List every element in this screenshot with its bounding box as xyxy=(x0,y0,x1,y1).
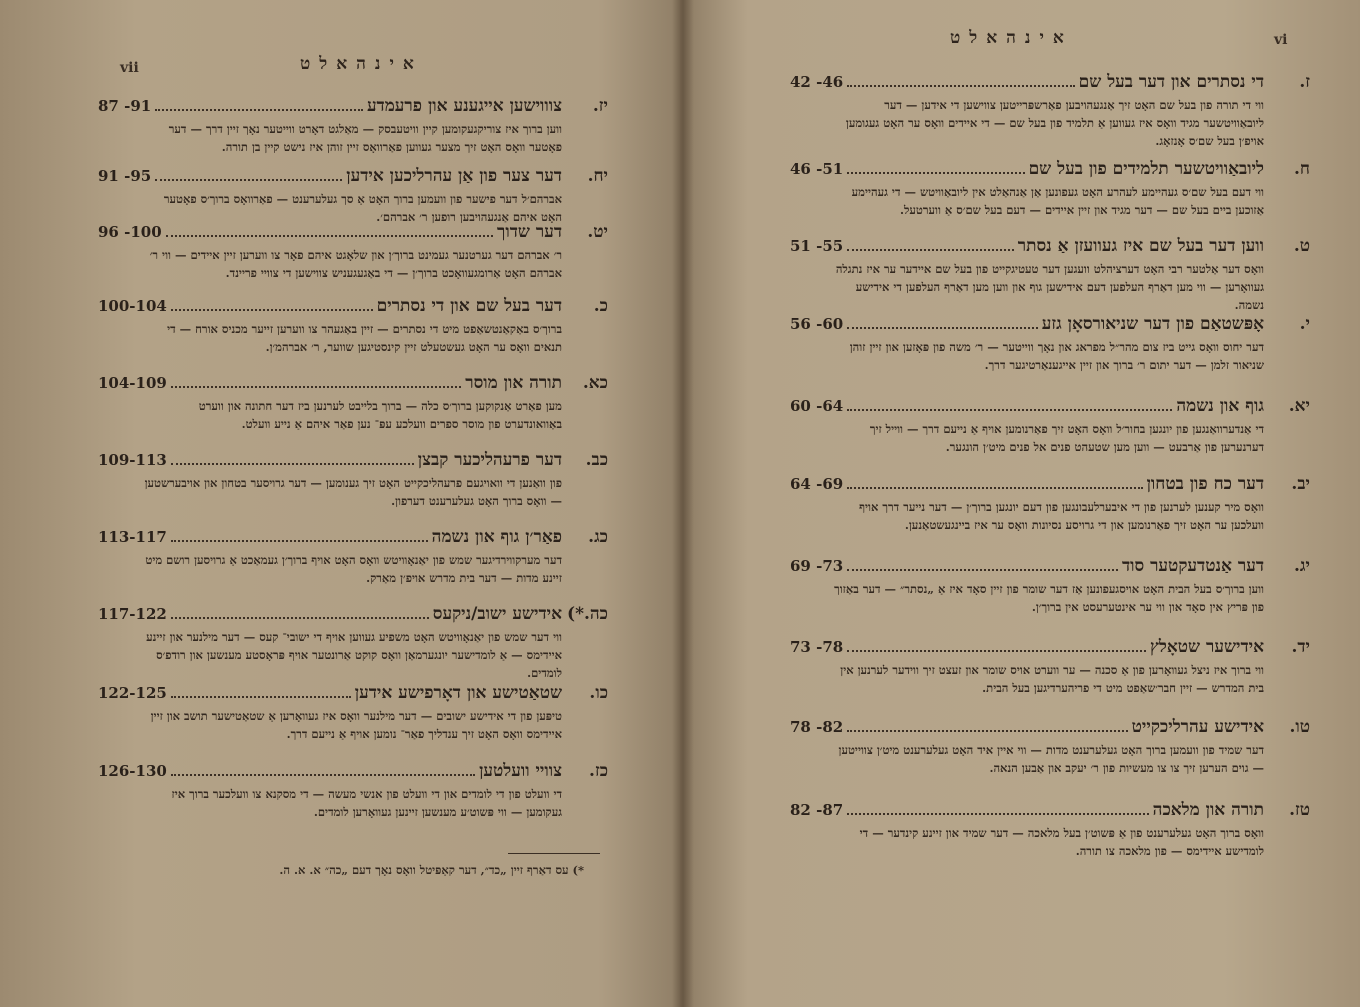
chapter-number: יג. xyxy=(1294,556,1310,576)
page-range: 60 -64 xyxy=(790,397,844,415)
dot-leader xyxy=(847,730,1127,732)
toc-entry-heading xyxy=(98,96,608,120)
page-range: 100-104 xyxy=(98,297,167,315)
dot-leader xyxy=(171,617,429,619)
chapter-summary: ר׳ אברהם דער גערטנער געמינט ברוך׳ן און שלאָגט איהם פאָר צו ווערען זיין איידים — ווי ר׳ אברהם האָט אַרומגעוואָכט ברוך׳ן — די באַגעגעניש צווישען די צוויי פריינד. xyxy=(149,248,562,280)
toc-entry-heading xyxy=(98,222,608,246)
dot-leader xyxy=(171,774,475,776)
toc-entry-heading xyxy=(790,396,1310,420)
page-range: 42 -46 xyxy=(790,73,844,91)
toc-entry xyxy=(98,450,608,510)
chapter-number: כ. xyxy=(593,296,608,316)
chapter-summary: דער מערקווירדיגער שמש פון יאַנאָוויטש וואָס האָט אויף ברוך׳ן געמאַכט אַ גרויסען רושם מיט זיינע מדות — דער בית מדרש אויפ׳ן מאַרק. xyxy=(145,553,562,585)
dot-leader xyxy=(847,409,1172,411)
chapter-summary: פון וואַנען די וואויגעם פרעהליכקייט האָט זיך גענומען — דער גרויסער בטחון און אויבערשטען — וואָס ברוך האָט געלערענט דערפון. xyxy=(144,476,562,508)
chapter-title: ליובאַוויטשער תלמידים פון בעל שם xyxy=(1028,159,1264,179)
chapter-title: תורה און מוסר xyxy=(465,373,562,393)
chapter-number: כב. xyxy=(585,450,608,470)
dot-leader xyxy=(847,813,1148,815)
page-range: 96 -100 xyxy=(98,223,162,241)
toc-entry-heading xyxy=(98,296,608,320)
chapter-summary: דער יחוס וואָס גייט ביז צום מהר״ל מפראג און נאָך ווייטער — ר׳ משה פון פּאָזען און זיין זוהן שניאור זלמן — דער יתום ר׳ ברוך און זיין אייגענאַרטיגער דרך. xyxy=(849,340,1264,372)
footnote: *) עס דאַרף זיין „כד״, דער קאַפּיטל וואָס נאָך דעם „כה״ א. א. ה. xyxy=(279,863,584,877)
toc-entry-heading xyxy=(98,527,608,551)
toc-entry-heading xyxy=(98,373,608,397)
right-folio: vi xyxy=(1274,32,1288,48)
toc-entry xyxy=(790,717,1310,777)
chapter-title: גוף און נשמה xyxy=(1176,396,1264,416)
dot-leader xyxy=(847,569,1118,571)
chapter-summary: ווי ברוך איז ניצל געוואָרען פון אַ סכנה — ער ווערט אויס שומר און זעצט זיך ווידער לערנען אין בית המדרש — זיין חבר׳שאַפט מיט די פריהערדיגען בעל הבית. xyxy=(840,663,1264,695)
chapter-number: יט. xyxy=(587,222,608,242)
dot-leader xyxy=(171,463,414,465)
toc-entry xyxy=(790,474,1310,534)
chapter-number: טו. xyxy=(1289,717,1310,737)
chapter-number: כא. xyxy=(582,373,608,393)
page-range: 78 -82 xyxy=(790,718,844,736)
toc-entry-heading xyxy=(790,637,1310,661)
page-range: 51 -55 xyxy=(790,237,844,255)
chapter-number: יב. xyxy=(1291,474,1310,494)
chapter-summary: דער שמיד פון וועמען ברוך האָט געלערענט מדות — ווי איין איד האָט געלערענט מיט׳ן צווייטען — גוים הערען זיך צו צו מעשיות פון ר׳ יעקב און אַבען הנאה. xyxy=(838,743,1264,775)
page-range: 104-109 xyxy=(98,374,167,392)
toc-entry xyxy=(790,637,1310,697)
toc-entry xyxy=(98,296,608,356)
chapter-number: טז. xyxy=(1289,800,1310,820)
toc-entry-heading xyxy=(790,159,1310,183)
chapter-title: דער בעל שם און די נסתרים xyxy=(376,296,562,316)
dot-leader xyxy=(166,235,493,237)
toc-entry xyxy=(98,166,608,226)
chapter-summary: ווי די תורה פון בעל שם האָט זיך אַנגעהויבען פאַרשפּרייטען צווישען די אידען — דער ליובאַוויטשער מגיד וואָס איז געווען אַ תלמיד פון בעל שם — די איידים וואָס ער האָט געגומען אויפ׳ן בעל שם׳ס אָנזאָג. xyxy=(845,98,1264,148)
toc-entry xyxy=(98,222,608,282)
chapter-number: י. xyxy=(1299,314,1310,334)
chapter-title: די נסתרים און דער בעל שם xyxy=(1078,72,1264,92)
chapter-title: דער פרעהליכער קבצן xyxy=(417,450,562,470)
page-range: 64 -69 xyxy=(790,475,844,493)
toc-entry xyxy=(98,96,608,156)
toc-entry-heading xyxy=(790,556,1310,580)
page-range: 126-130 xyxy=(98,762,167,780)
chapter-summary: טיפּען פון די אידישע ישובים — דער מילנער וואָס איז געוואָרען אַ שטאַטישער תושב און זיין איידימס וואָס האָט זיך ענדליך פאַר־ נומען אויף אַ נייעם דרך. xyxy=(150,709,562,741)
dot-leader xyxy=(847,85,1074,87)
toc-entry xyxy=(790,314,1310,374)
dot-leader xyxy=(171,386,461,388)
chapter-title: ווען דער בעל שם איז געוועזן אַ נסתר xyxy=(1017,236,1264,256)
chapter-title: אידישע ישוב/ניקעס xyxy=(432,604,562,624)
toc-entry xyxy=(98,761,608,821)
chapter-title: אידישע עהרליכקייט xyxy=(1131,717,1264,737)
chapter-title: שטאַטישע און דאָרפישע אידען xyxy=(354,683,562,703)
dot-leader xyxy=(171,696,351,698)
chapter-number: יד. xyxy=(1291,637,1310,657)
chapter-summary: ווען ברוך איז צוריקגעקומען קיין וויטעבסק — מאַלגט דאָרט ווייטער נאָך זיין דרך — דער פאָטער וואָס האָט זיך מצער געווען פאַרוואָס זיין זוהן איז נישט קיין בן תורה. xyxy=(168,122,562,154)
toc-entry xyxy=(790,396,1310,456)
page-range: 56 -60 xyxy=(790,315,844,333)
toc-entry xyxy=(790,800,1310,860)
chapter-summary: וואָס ברוך האָט געלערענט פון אַ פּשוט׳ן בעל מלאכה — דער שמיד און זיינע קינדער — די לומדישע איידימס — פון מלאכה צו תורה. xyxy=(859,826,1264,858)
page-range: 109-113 xyxy=(98,451,167,469)
page-range: 87 -91 xyxy=(98,97,152,115)
dot-leader xyxy=(847,249,1014,251)
dot-leader xyxy=(847,487,1142,489)
toc-entry-heading xyxy=(790,314,1310,338)
chapter-title: פאַר׳ן גוף און נשמה xyxy=(431,527,562,547)
chapter-summary: ווי דעם בעל שם׳ס געהיימע לעהרע האָט געפונען אַן אַנהאַלט אין ליובאַוויטש — די געהיימע אַזוכען ביים בעל שם — דער מגיד און זיין איידים — דעם בעל שם׳ס אַ ווערטעל. xyxy=(851,185,1264,217)
toc-entry-heading xyxy=(98,761,608,785)
page-range: 69 -73 xyxy=(790,557,844,575)
chapter-number: כו. xyxy=(589,683,608,703)
page-range: 73 -78 xyxy=(790,638,844,656)
chapter-title: דער שדוך xyxy=(497,222,562,242)
toc-entry-heading xyxy=(98,604,608,628)
toc-entry-heading xyxy=(98,683,608,707)
toc-entry xyxy=(790,72,1310,150)
toc-entry xyxy=(98,527,608,587)
page-range: 117-122 xyxy=(98,605,167,623)
toc-entry-heading xyxy=(98,450,608,474)
toc-entry-heading xyxy=(790,717,1310,741)
chapter-title: דער אַנטדעקטער סוד xyxy=(1121,556,1264,576)
dot-leader xyxy=(847,650,1146,652)
toc-entry xyxy=(98,604,608,682)
dot-leader xyxy=(171,309,373,311)
chapter-number: ט. xyxy=(1293,236,1310,256)
chapter-title: דער צער פון אַן עהרליכען אידען xyxy=(346,166,562,186)
dot-leader xyxy=(171,540,428,542)
chapter-number: יא. xyxy=(1288,396,1310,416)
page-range: 91 -95 xyxy=(98,167,152,185)
right-running-head: אינהאלט xyxy=(950,28,1073,48)
toc-entry xyxy=(98,373,608,433)
page-range: 46 -51 xyxy=(790,160,844,178)
toc-entry-heading xyxy=(790,236,1310,260)
chapter-summary: די אַנדערוואַנגען פון יונגען בחור׳ל וואָס האָט זיך פאַרנומען אויף אַ נייעם דרך — ווייל זיך דערנערען פון אַרבעט — ווען מען שטעהט פנים אל פנים מיט׳ן הונגער. xyxy=(869,422,1264,454)
right-page xyxy=(680,0,1360,1007)
toc-entry xyxy=(790,236,1310,314)
left-running-head: אינהאלט xyxy=(300,54,423,74)
page-range: 82 -87 xyxy=(790,801,844,819)
chapter-summary: די וועלט פון די לומדים און די וועלט פון אנשי מעשה — די מסקנא צו וועלכער ברוך איז געקומען — ווי פּשוט׳ע מענשען זיינען געוואָרען לומדים. xyxy=(171,787,562,819)
chapter-title: אידישער שטאָלץ xyxy=(1150,637,1264,657)
chapter-number: יז. xyxy=(592,96,608,116)
chapter-number: כז. xyxy=(589,761,608,781)
chapter-summary: אברהם׳ל דער פישער פון וועמען ברוך האָט אַ סך געלערענט — פאַרוואָס ברוך׳ס פאָטער האָט איהם אַנגעהויבען רופען ר׳ אברהם׳. xyxy=(163,192,562,224)
chapter-title: דער כח פון בטחון xyxy=(1146,474,1264,494)
chapter-title: צוווישען אייגענע און פרעמדע xyxy=(366,96,562,116)
toc-entry-heading xyxy=(790,72,1310,96)
left-folio: vii xyxy=(120,60,139,76)
toc-entry-heading xyxy=(98,166,608,190)
chapter-number: ח. xyxy=(1294,159,1310,179)
dot-leader xyxy=(155,109,363,111)
chapter-summary: וואָס דער אַלטער רבי האָט דערציהלט וועגען דער טעטיגקייט פון בעל שם איידער ער איז נתגלה געוואָרען — ווי מען דאַרף העלפען דעם אידישען גוף און ווען מען דאַרף העלפען די אידישע נשמה. xyxy=(835,262,1264,312)
toc-entry-heading xyxy=(790,474,1310,498)
toc-entry-heading xyxy=(790,800,1310,824)
footnote-rule xyxy=(508,853,600,854)
chapter-title: צוויי וועלטען xyxy=(479,761,562,781)
dot-leader xyxy=(847,327,1038,329)
chapter-summary: מען פאַרט אַנקוקען ברוך׳ס כלה — ברוך בלייבט לערנען ביז דער חתונה און ווערט באַוואונדערט פון מוסר ספרים וועלכע עפּ־ נען פאַר איהם אַ נייע וועלט. xyxy=(198,399,562,431)
chapter-title: אָפּשטאַם פון דער שניאורסאָן גזע xyxy=(1041,314,1264,334)
chapter-number: ז. xyxy=(1299,72,1310,92)
page-range: 113-117 xyxy=(98,528,167,546)
chapter-number: יח. xyxy=(587,166,608,186)
chapter-title: תורה און מלאכה xyxy=(1152,800,1264,820)
chapter-summary: ברוך׳ס באַקאַנטשאַפט מיט די נסתרים — זיין באַגעהר צו ווערען זייער מכניס אורח — די תנאים וואָס ער האָט געשטעלט זיין קינסטיגען שווער, ר׳ אברהמ׳ן. xyxy=(167,322,562,354)
dot-leader xyxy=(155,179,342,181)
toc-entry xyxy=(98,683,608,743)
book-gutter xyxy=(672,0,694,1007)
chapter-number: כה.*) xyxy=(567,604,608,624)
dot-leader xyxy=(847,172,1024,174)
chapter-number: כג. xyxy=(588,527,608,547)
chapter-summary: ווען ברוך׳ס בעל הבית האָט אויסגעפונען אַז דער שומר פון זיין סאָד איז אַ „נסתר״ — דער באַזוך פון פּריץ אין סאָד און ווי ער אינטערעסט אין ברוך׳ן. xyxy=(834,582,1264,614)
page-range: 122-125 xyxy=(98,684,167,702)
chapter-summary: ווי דער שמש פון יאַנאָוויטש האָט משפיע געווען אויף די ישובי־ קעס — דער מילנער און זיינע איידימס — אַ לומדישער יונגערמאַן וואָס קוקט אַרונטער אויף פּראָסטע מענשען און רודפ׳ס לומדים. xyxy=(146,630,562,680)
toc-entry xyxy=(790,556,1310,616)
toc-entry xyxy=(790,159,1310,219)
chapter-summary: וואָס מיר קענען לערנען פון די איבערלעבונגען פון דעם יונגען ברוך׳ן — דער נייער דרך אויף וועלכען ער האָט זיך פאַרנומען און די גרויסע נסיונות וואָס ער איז ביינגעשטאַנען. xyxy=(859,500,1264,532)
